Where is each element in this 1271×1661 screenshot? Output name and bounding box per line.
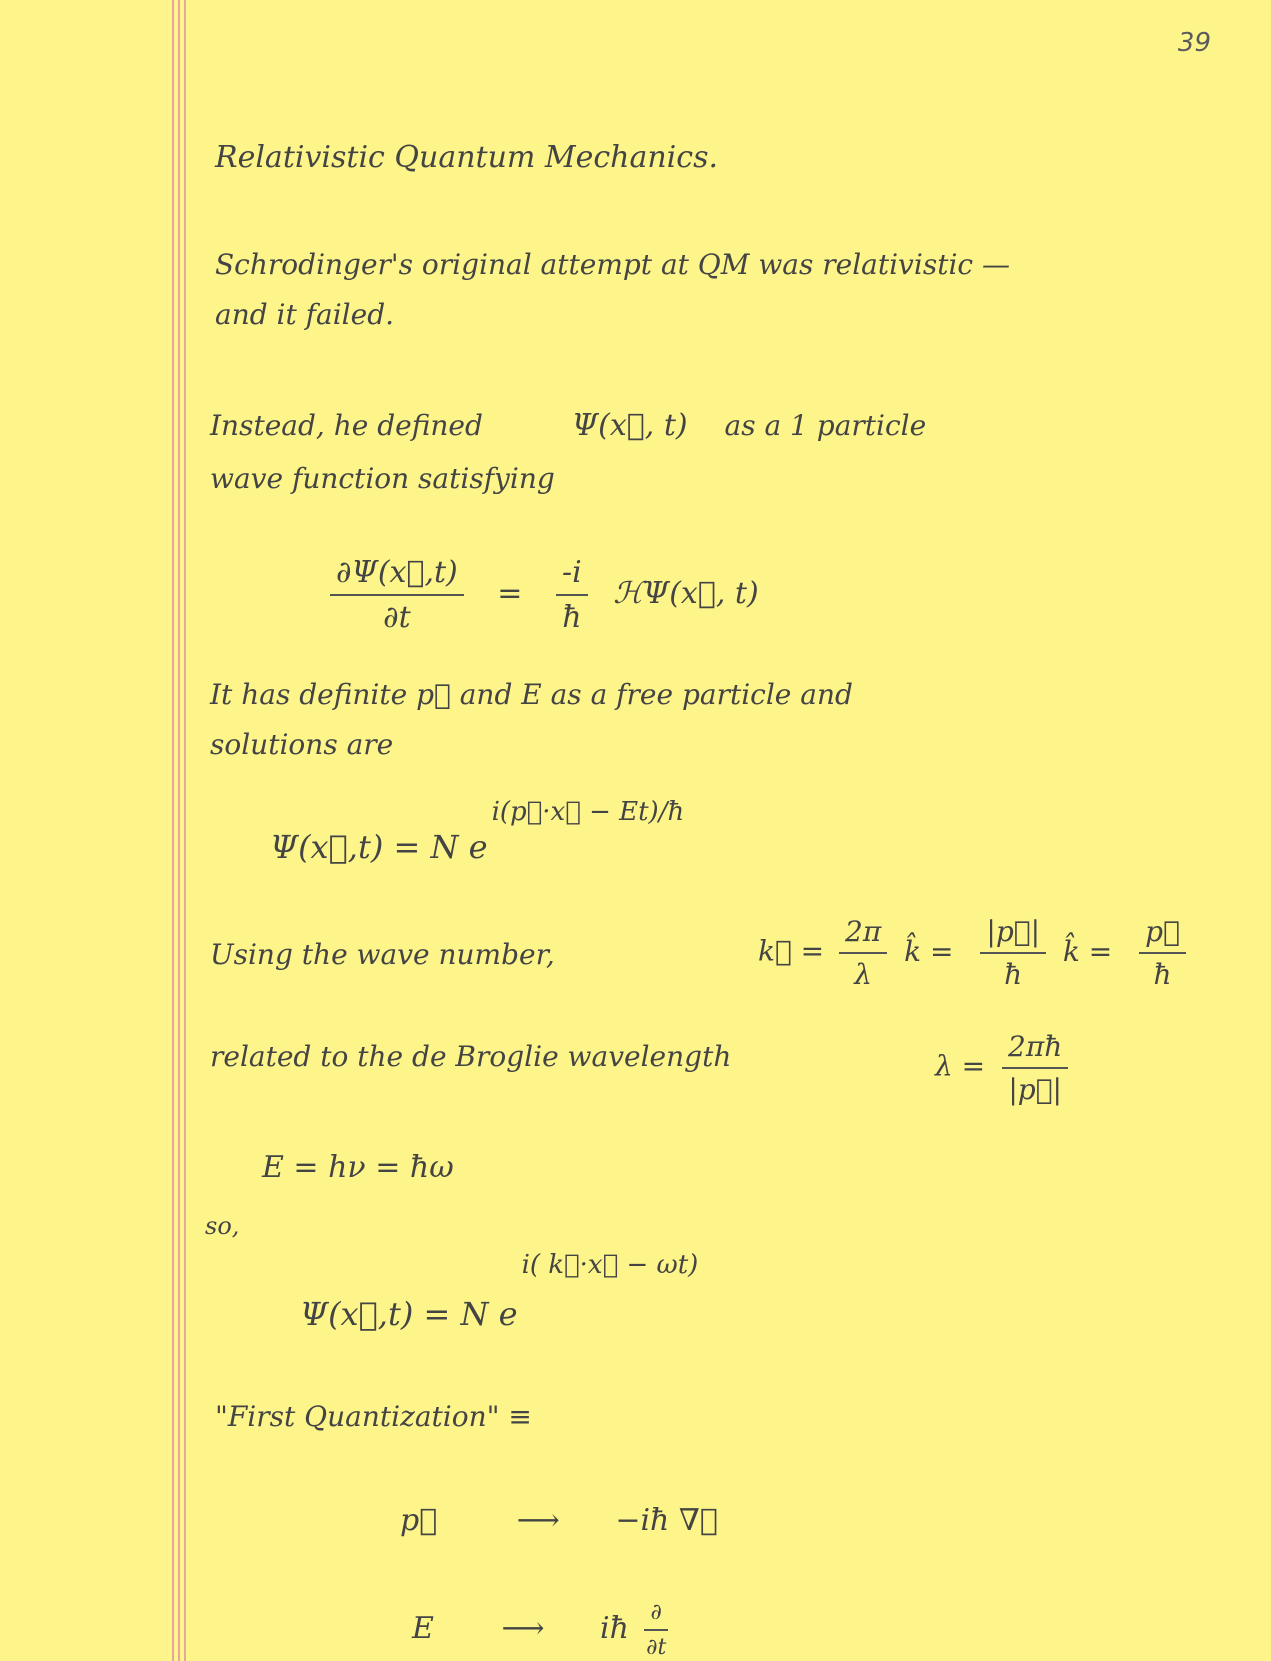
eq4-den: |p⃗| (1008, 1073, 1062, 1106)
eq7-lhs: p⃗ (400, 1503, 438, 1538)
paragraph-3-line-1: It has definite p⃗ and E as a free particle and (210, 678, 853, 711)
eq3-frac3 (1139, 915, 1186, 991)
eq8-den: ∂t (646, 1635, 667, 1660)
margin-line-3 (184, 0, 186, 1661)
eq1-lhs-den: ∂t (383, 600, 411, 635)
eq4-num: 2πħ (1002, 1030, 1068, 1069)
page-number: 39 (1177, 28, 1211, 58)
eq2-exponent: i(p⃗·x⃗ − Et)/ħ (491, 797, 685, 827)
eq4-fraction (1002, 1030, 1068, 1106)
wave-number-equation (758, 915, 1186, 991)
so-text: so, (205, 1212, 240, 1240)
energy-operator (412, 1600, 668, 1660)
eq6-lhs: Ψ(x⃗,t) = N e (300, 1295, 518, 1333)
eq3-hbar1: ħ (1004, 958, 1023, 991)
paragraph-2-line-2: wave function satisfying (210, 462, 555, 495)
eq7-rhs: −iħ ∇⃗ (615, 1503, 718, 1538)
paragraph-1-line-1: Schrodinger's original attempt at QM was relativistic — (215, 248, 1010, 281)
eq3-k: k⃗ = (758, 934, 825, 968)
paragraph-2-line-1 (210, 408, 926, 443)
eq8-rhs-pre: iħ (600, 1611, 629, 1646)
first-quantization-text: "First Quantization" ≡ (215, 1400, 532, 1433)
eq3-khat1: k̂ = (904, 934, 954, 968)
paragraph-2-text-b: as a 1 particle (724, 409, 927, 442)
eq1-lhs-num: ∂Ψ(x⃗,t) (330, 555, 464, 596)
eq3-khat2: k̂ = (1062, 934, 1113, 968)
eq6-exponent: i( k⃗·x⃗ − ωt) (521, 1250, 699, 1280)
eq7-arrow: ⟶ (516, 1503, 560, 1538)
page-title: Relativistic Quantum Mechanics. (215, 140, 719, 175)
eq2-lhs: Ψ(x⃗,t) = N e (270, 828, 488, 866)
eq3-frac1 (839, 915, 887, 991)
eq3-lambda: λ (854, 958, 873, 991)
wave-number-text: Using the wave number, (210, 938, 555, 971)
eq3-frac2 (980, 915, 1046, 991)
energy-equation: E = hν = ħω (262, 1150, 454, 1185)
de-broglie-equation (935, 1030, 1068, 1106)
related-text: related to the de Broglie wavelength (210, 1040, 732, 1073)
eq8-lhs: E (412, 1611, 434, 1646)
paragraph-1-line-2: and it failed. (215, 298, 395, 331)
eq3-hbar2: ħ (1153, 958, 1172, 991)
eq8-fraction (644, 1600, 667, 1660)
psi-symbol: Ψ(x⃗, t) (571, 408, 688, 443)
eq1-rhs-num: -i (556, 555, 588, 596)
paragraph-2-text-a: Instead, he defined (210, 409, 483, 442)
eq8-num: ∂ (644, 1600, 667, 1631)
eq1-equals: = (497, 576, 523, 611)
margin-line-2 (178, 0, 180, 1661)
eq1-rhs-fraction (556, 555, 588, 635)
momentum-operator (400, 1503, 718, 1538)
margin-line-1 (172, 0, 174, 1661)
paragraph-3-line-2: solutions are (210, 728, 394, 761)
eq4-lhs: λ = (935, 1049, 986, 1083)
eq1-rhs-tail: ℋΨ(x⃗, t) (613, 576, 759, 611)
eq1-rhs-den: ħ (562, 600, 582, 635)
eq3-p: p⃗ (1139, 915, 1186, 954)
schrodinger-equation (330, 555, 759, 635)
eq1-lhs-fraction (330, 555, 464, 635)
eq3-absp: |p⃗| (980, 915, 1046, 954)
eq3-two-pi: 2π (839, 915, 887, 954)
eq8-arrow: ⟶ (501, 1611, 545, 1646)
